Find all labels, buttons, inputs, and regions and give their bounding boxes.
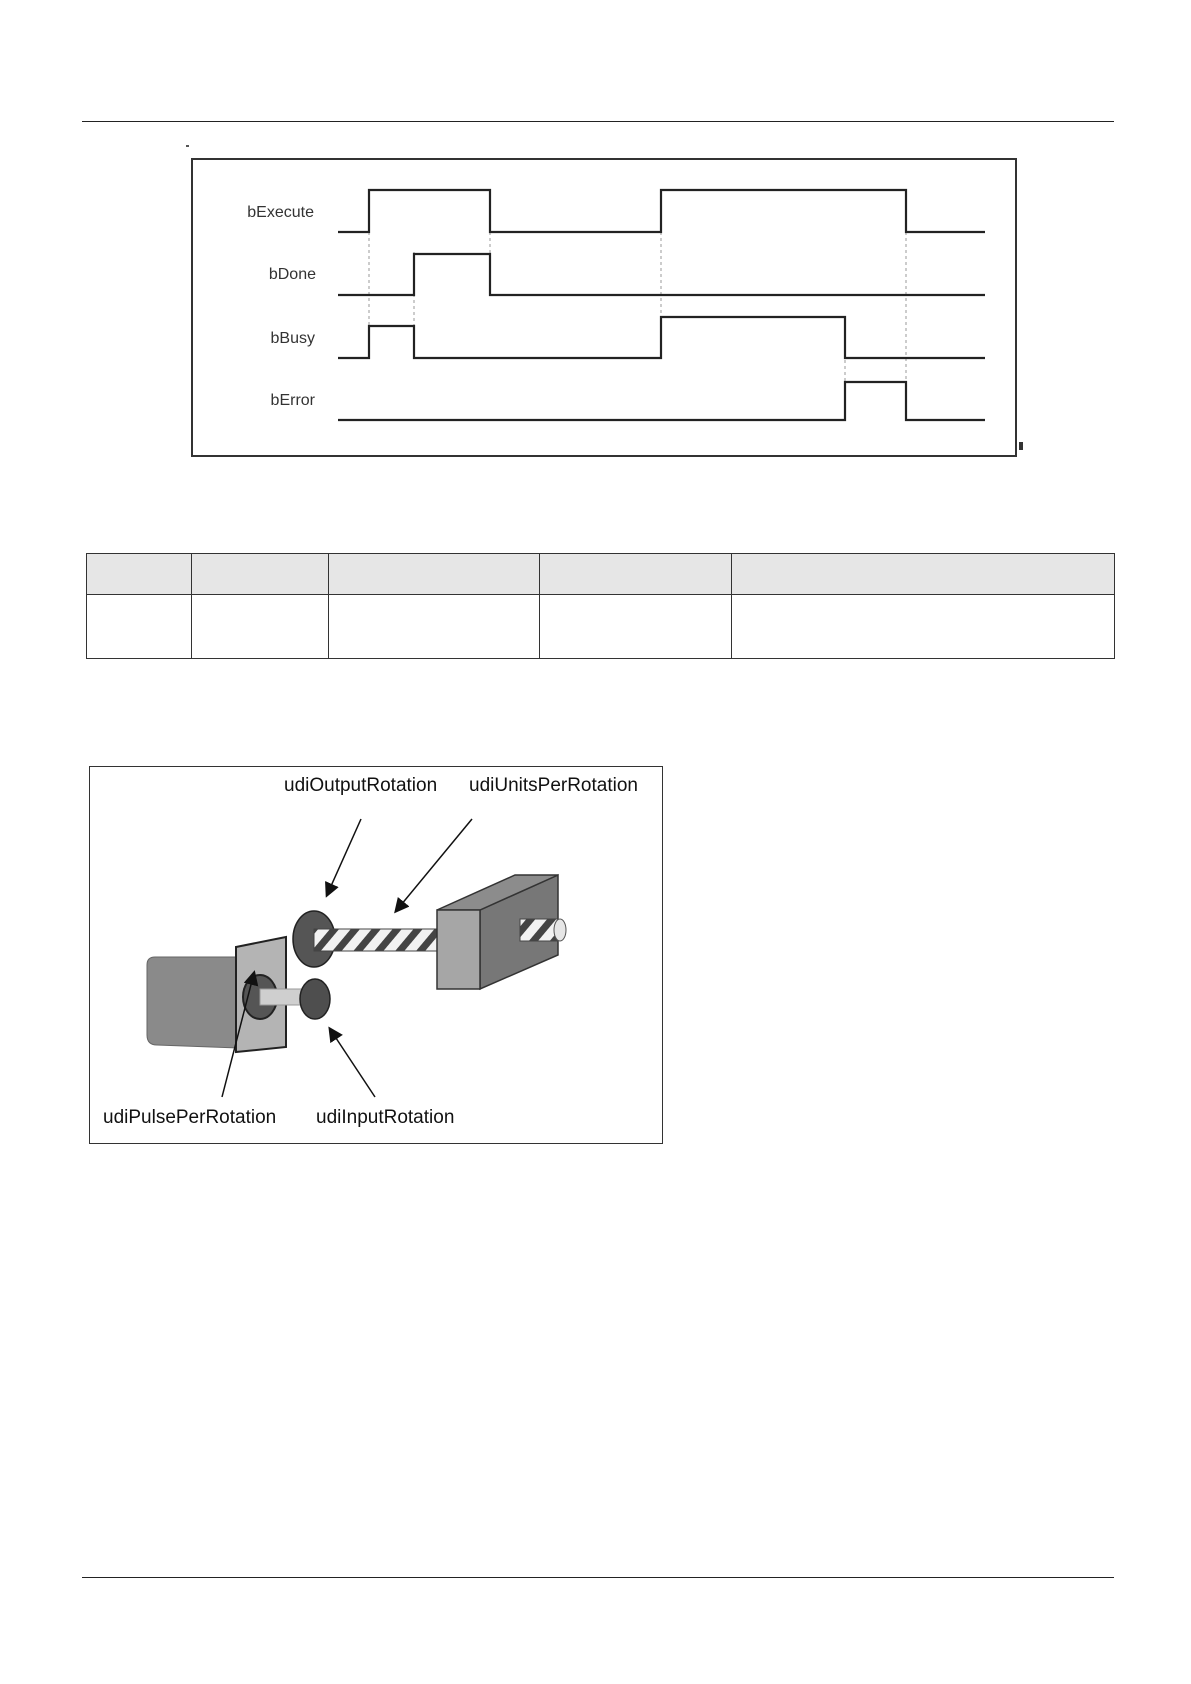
lead-screw-end — [520, 919, 558, 941]
slide-block-front — [437, 910, 480, 989]
signal-label-bdone: bDone — [268, 266, 316, 283]
table-cell — [192, 595, 329, 659]
waveform-bexecute — [338, 190, 985, 232]
table-header-cell — [87, 554, 192, 595]
parameter-table — [86, 553, 1115, 659]
table-cell — [540, 595, 732, 659]
label-input-rotation: udiInputRotation — [316, 1107, 455, 1128]
signal-label-berror: bError — [270, 392, 315, 409]
footer-rule — [82, 1577, 1114, 1578]
label-pulse-per-rotation: udiPulsePerRotation — [103, 1107, 277, 1128]
waveform-berror — [338, 382, 985, 420]
table-header-cell — [732, 554, 1115, 595]
gear-ratio-figure — [89, 766, 663, 1144]
lead-screw-tip — [554, 919, 566, 941]
waveform-bbusy — [338, 317, 985, 358]
mechanism-illustration — [90, 767, 664, 1145]
table-header-row — [87, 554, 1115, 595]
arrow-output-rotation — [327, 819, 361, 895]
timing-waveforms — [0, 0, 1191, 460]
signal-label-bexecute: bExecute — [247, 204, 314, 221]
arrow-units-per-rotation — [396, 819, 472, 911]
table-header-cell — [192, 554, 329, 595]
table-cell — [329, 595, 540, 659]
table-cell — [87, 595, 192, 659]
table-row — [87, 595, 1115, 659]
lead-screw — [314, 929, 444, 951]
motor-body — [147, 957, 238, 1048]
signal-label-bbusy: bBusy — [270, 330, 315, 347]
table-cell — [732, 595, 1115, 659]
table-header-cell — [540, 554, 732, 595]
table-header-cell — [329, 554, 540, 595]
label-output-rotation: udiOutputRotation — [284, 775, 438, 796]
input-gear — [300, 979, 330, 1019]
transition-guides — [369, 190, 906, 420]
label-units-per-rotation: udiUnitsPerRotation — [469, 775, 638, 796]
arrow-input-rotation — [330, 1029, 375, 1097]
